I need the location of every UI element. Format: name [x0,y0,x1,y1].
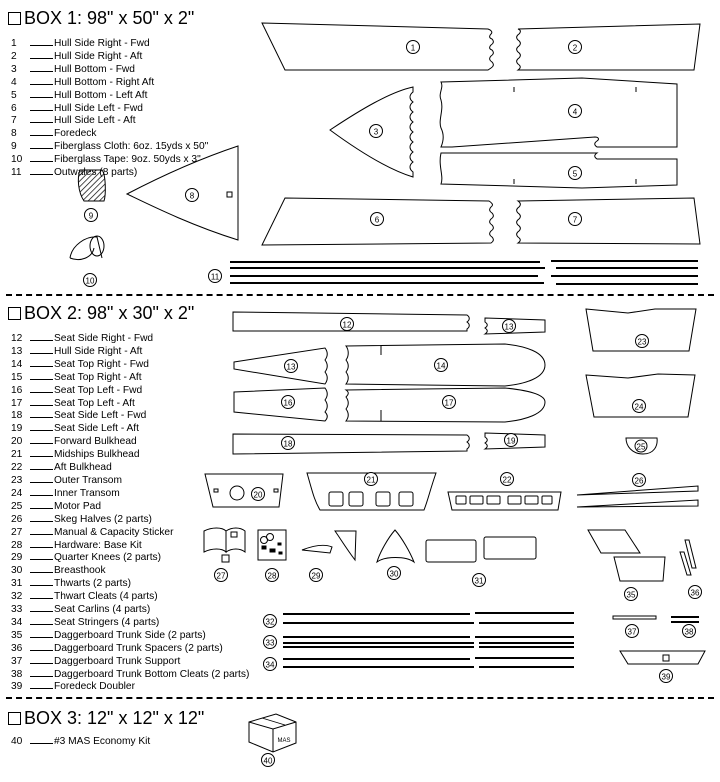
part-name: Daggerboard Trunk Bottom Cleats (2 parts) [54,668,250,680]
part-list-item [8,371,249,384]
svg-text:11: 11 [210,272,220,282]
check-line [30,500,53,509]
part-number: 36 [11,642,23,654]
part-number: 5 [11,89,17,101]
part-list-item [8,629,249,642]
part-number: 16 [11,384,23,396]
box3-parts-list [8,735,150,748]
svg-text:31: 31 [474,576,484,586]
svg-text:8: 8 [189,191,195,201]
part-name: Outer Transom [54,474,122,486]
part-13-hull-side-right-aft [485,318,545,334]
check-line [30,127,53,136]
check-line [30,577,53,586]
part-name: Quarter Knees (2 parts) [54,552,162,564]
part-list-item [8,409,249,422]
svg-text:38: 38 [684,627,694,637]
box3-checkbox[interactable] [8,712,21,725]
part-name: Hull Bottom - Left Aft [54,89,148,101]
check-line [30,397,53,406]
part-39-foredeck-doubler [620,651,705,683]
part-name: Thwarts (2 parts) [54,578,131,590]
part-list-item [8,539,249,552]
svg-text:4: 4 [572,107,578,117]
part-name: Foredeck Doubler [54,681,135,693]
part-number: 9 [11,141,17,153]
part-6-hull-side-left-fwd [262,198,493,245]
box1-title-text: BOX 1: 98" x 50" x 2" [24,8,195,28]
part-34-seat-stringers [264,658,575,671]
check-line [30,140,53,149]
part-name: Seat Carlins (4 parts) [54,604,151,616]
svg-text:40: 40 [263,756,273,766]
check-line [30,680,53,689]
check-line [30,735,53,744]
part-number: 10 [11,154,23,166]
box2-title-text: BOX 2: 98" x 30" x 2" [24,303,195,323]
part-list-item [8,680,249,693]
svg-text:23: 23 [637,337,647,347]
part-number: 18 [11,410,23,422]
part-14-seat-top-right-fwd [346,344,545,386]
check-line [30,616,53,625]
check-line [30,371,53,380]
part-name: Hull Side Right - Fwd [54,38,150,49]
part-number: 1 [11,38,17,49]
part-1-hull-side-right-fwd [262,23,493,70]
box3-title-text: BOX 3: 12" x 12" x 12" [24,708,205,728]
part-number: 33 [11,604,23,616]
box2-checkbox[interactable] [8,307,21,320]
part-list-item [8,526,249,539]
part-3-hull-bottom-fwd [330,87,413,177]
part-name: Daggerboard Trunk Spacers (2 parts) [54,642,223,654]
part-number: 37 [11,655,23,667]
part-name: Thwart Cleats (4 parts) [54,591,158,603]
svg-text:36: 36 [690,588,700,598]
part-list-item [8,63,208,76]
part-number: 40 [11,736,23,747]
part-number: 12 [11,333,23,344]
part-number: 21 [11,449,23,461]
svg-text:20: 20 [253,490,263,500]
part-name: Aft Bulkhead [54,462,112,474]
svg-text:21: 21 [366,475,376,485]
part-number: 22 [11,462,23,474]
part-name: Daggerboard Trunk Side (2 parts) [54,629,206,641]
part-17-seat-top-left-aft [346,388,545,422]
svg-text:18: 18 [283,439,293,449]
check-line [30,590,53,599]
part-40-mas-economy-kit-box [249,714,296,767]
part-list-item [8,500,249,513]
check-line [30,461,53,470]
part-number: 19 [11,423,23,435]
part-list-item [8,642,249,655]
part-name: Seat Top Right - Aft [54,371,142,383]
svg-text:10: 10 [85,276,95,286]
part-list-item [8,616,249,629]
check-line [30,513,53,522]
check-line [30,539,53,548]
part-4-hull-bottom-right-aft [440,78,677,147]
part-name: Hull Bottom - Right Aft [54,76,155,88]
part-list-item [8,513,249,526]
box1-title [8,8,194,28]
box2-title [8,303,194,323]
part-number: 39 [11,681,23,693]
part-number: 8 [11,128,17,140]
part-18-seat-side-left-fwd [233,434,469,454]
part-list-item [8,76,208,89]
part-number: 4 [11,76,17,88]
part-25-motor-pad [626,438,657,454]
part-name: #3 MAS Economy Kit [54,736,151,747]
check-line [30,409,53,418]
part-name: Seat Top Right - Fwd [54,358,149,370]
svg-text:34: 34 [265,660,275,670]
part-number: 31 [11,578,23,590]
part-list-item [8,102,208,115]
part-29-quarter-knees [302,531,356,582]
svg-text:25: 25 [636,442,646,452]
check-line [30,153,53,162]
check-line [30,422,53,431]
part-list-item [8,345,249,358]
part-31-thwarts [426,537,536,587]
part-list-item [8,474,249,487]
part-list-item [8,668,249,681]
check-line [30,629,53,638]
check-line [30,76,53,85]
part-list-item [8,590,249,603]
svg-text:3: 3 [373,127,379,137]
part-23-outer-transom [586,309,696,351]
part-name: Inner Transom [54,487,120,499]
part-number: 29 [11,552,23,564]
svg-text:13: 13 [504,322,514,332]
part-list-item [8,127,208,140]
part-name: Daggerboard Trunk Support [54,655,181,667]
part-number: 25 [11,500,23,512]
part-number: 24 [11,487,23,499]
part-number: 13 [11,345,23,357]
part-number: 35 [11,629,23,641]
svg-text:29: 29 [311,571,321,581]
part-name: Hull Side Right - Aft [54,50,143,62]
svg-text:13: 13 [286,362,296,372]
svg-text:1: 1 [410,43,416,53]
check-line [30,474,53,483]
part-26-skeg-halves [577,474,698,508]
part-28-hardware-base-kit [258,530,286,582]
svg-text:14: 14 [436,361,446,371]
part-number: 6 [11,102,17,114]
part-32-thwart-cleats [264,613,575,628]
svg-text:16: 16 [283,398,293,408]
part-name: Seat Side Left - Aft [54,423,139,435]
part-22-aft-bulkhead [448,473,561,511]
part-name: Skeg Halves (2 parts) [54,513,152,525]
part-name: Seat Side Left - Fwd [54,410,147,422]
part-name: Foredeck [54,128,97,140]
part-12-seat-side-right-fwd [233,312,469,331]
part-19-seat-side-left-aft [485,433,545,449]
svg-text:32: 32 [265,617,275,627]
check-line [30,102,53,111]
part-list-item [8,655,249,668]
svg-text:5: 5 [572,169,578,179]
part-2-hull-side-right-aft [517,24,700,70]
part-11-outwales [209,261,699,284]
part-list-item [8,461,249,474]
part-30-breasthook [377,530,414,580]
svg-text:6: 6 [374,215,380,225]
box-divider [6,294,714,296]
part-name: Hull Side Left - Fwd [54,102,143,114]
box1-parts-list [8,37,208,179]
box1-checkbox[interactable] [8,12,21,25]
svg-text:27: 27 [216,571,226,581]
part-list-item [8,603,249,616]
part-list-item [8,435,249,448]
svg-text:26: 26 [634,476,644,486]
part-list-item [8,422,249,435]
part-number: 15 [11,371,23,383]
svg-text:39: 39 [661,672,671,682]
part-list-item [8,735,150,748]
svg-text:19: 19 [506,436,516,446]
check-line [30,345,53,354]
part-number: 7 [11,115,17,127]
mas-box-label: MAS [277,738,291,744]
part-name: Fiberglass Cloth: 6oz. 15yds x 50" [54,141,209,153]
box-divider [6,697,714,699]
check-line [30,166,53,175]
part-list-item [8,37,208,50]
part-list-item [8,89,208,102]
part-number: 26 [11,513,23,525]
box2-parts-list [8,332,249,693]
svg-text:22: 22 [502,475,512,485]
part-number: 20 [11,436,23,448]
part-list-item [8,487,249,500]
check-line [30,89,53,98]
svg-text:30: 30 [389,569,399,579]
part-number: 34 [11,616,23,628]
svg-text:17: 17 [444,398,454,408]
part-list-item [8,384,249,397]
part-list-item [8,577,249,590]
check-line [30,642,53,651]
part-name: Breasthook [54,565,106,577]
check-line [30,384,53,393]
check-line [30,603,53,612]
part-list-item [8,50,208,63]
part-name: Hull Side Right - Aft [54,345,143,357]
part-name: Seat Stringers (4 parts) [54,616,160,628]
svg-text:9: 9 [88,211,94,221]
part-list-item [8,358,249,371]
part-number: 17 [11,397,23,409]
part-number: 30 [11,565,23,577]
part-name: Outwales (8 parts) [54,167,138,179]
check-line [30,63,53,72]
part-number: 14 [11,358,23,370]
check-line [30,564,53,573]
part-list-item [8,397,249,410]
check-line [30,526,53,535]
svg-text:12: 12 [342,320,352,330]
part-name: Hardware: Base Kit [54,539,142,551]
part-10-fiberglass-tape [70,236,104,287]
part-name: Seat Side Right - Fwd [54,333,154,344]
part-number: 32 [11,591,23,603]
svg-text:37: 37 [627,627,637,637]
part-number: 28 [11,539,23,551]
part-5-hull-bottom-left-aft [440,153,677,188]
check-line [30,448,53,457]
part-37-daggerboard-trunk-support [613,616,656,638]
box3-title [8,708,204,728]
check-line [30,487,53,496]
part-number: 3 [11,63,17,75]
part-list-item [8,166,208,179]
part-21-midships-bulkhead [307,473,436,511]
part-name: Motor Pad [54,500,101,512]
svg-text:24: 24 [634,402,644,412]
part-38-daggerboard-trunk-bottom-cleats [671,617,699,638]
part-name: Seat Top Left - Aft [54,397,135,409]
check-line [30,332,53,341]
part-24-inner-transom [586,374,695,417]
check-line [30,655,53,664]
part-36-daggerboard-trunk-spacers [680,540,702,599]
check-line [30,668,53,677]
part-35-daggerboard-trunk-side [588,530,665,601]
part-name: Midships Bulkhead [54,449,140,461]
check-line [30,551,53,560]
part-33-seat-carlins [264,636,575,649]
part-name: Hull Bottom - Fwd [54,63,135,75]
part-number: 2 [11,50,17,62]
check-line [30,37,53,46]
part-number: 23 [11,474,23,486]
part-list-item [8,114,208,127]
part-list-item [8,564,249,577]
svg-text:2: 2 [572,43,578,53]
part-name: Hull Side Left - Aft [54,115,136,127]
part-name: Fiberglass Tape: 9oz. 50yds x 3" [54,154,201,166]
part-list-item [8,153,208,166]
part-7-hull-side-left-aft [517,198,700,244]
part-list-item [8,332,249,345]
part-name: Manual & Capacity Sticker [54,526,174,538]
part-number: 38 [11,668,23,680]
part-name: Forward Bulkhead [54,436,137,448]
check-line [30,114,53,123]
part-list-item [8,140,208,153]
svg-text:7: 7 [572,215,578,225]
svg-text:28: 28 [267,571,277,581]
part-list-item [8,551,249,564]
part-name: Seat Top Left - Fwd [54,384,143,396]
svg-text:33: 33 [265,638,275,648]
check-line [30,358,53,367]
check-line [30,50,53,59]
check-line [30,435,53,444]
svg-text:35: 35 [626,590,636,600]
part-number: 11 [11,167,22,179]
part-list-item [8,448,249,461]
part-number: 27 [11,526,23,538]
